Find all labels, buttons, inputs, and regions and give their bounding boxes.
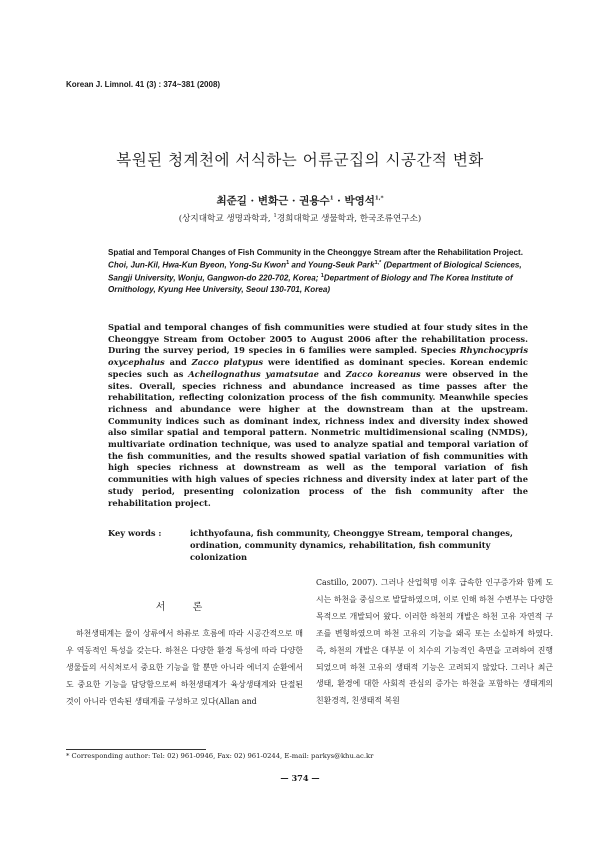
- english-header: [108, 247, 528, 296]
- english-title: Spatial and Temporal Changes of Fish Community in the Cheonggye Stream after the Rehabilitation Project.: [108, 248, 523, 257]
- page-number: — 374 —: [280, 773, 320, 783]
- keywords: [108, 527, 528, 562]
- abstract-text-1: Spatial and temporal changes of fish communities were studied at four study sites in the Cheonggye Stream from October 2005 to August 2006 after the rehabilitation process. During the survey period, 19 species in 6 families were sampled. Species: [108, 322, 528, 356]
- footnote-corresponding-author: * Corresponding author: Tel: 02) 961-0946, Fax: 02) 961-0244, E-mail: parkys@khu.ac.kr: [66, 752, 374, 760]
- abstract-text-3: were identified as dominant species. Korean endemic species such as: [108, 357, 528, 379]
- authors-part-1: 최준길 · 변화근 · 권용수: [216, 195, 330, 207]
- authors-korean: [0, 193, 600, 208]
- affiliation-superscript: 1: [273, 213, 277, 220]
- author-superscript-1: 1: [329, 195, 334, 202]
- english-affiliation-2: Department of Biology and The Korea Institute of Ornithology, Kyung Hee University, Seoul 130-701, Korea): [108, 273, 513, 295]
- species-name-1: Rhynchocypris oxycephalus: [108, 345, 528, 368]
- affiliation-part-2: 경희대학교 생물학과, 한국조류연구소): [276, 214, 422, 224]
- intro-paragraph-1-cont: Castillo, 2007). 그러나 산업혁명 이후 급속한 인구증가와 함께 도시는 하천을 중심으로 발달하였으며, 이로 인해 하천 수변부는 다양한 목적으로 개발되어 왔다. 이러한 하천의 개발은 하천 고유 자연적 구조를 변형하였으며 하천 고유의 기능을 왜곡 또는 소실하게 하였다. 즉, 하천의 개발은 대부분 이 치수의 기능적인 측면을 고려하여 진행되었으며 하천 고유의 생태적 기능은 고려되지 않았다. 그러나 최근 생태, 환경에 대한 사회적 관심의 증가는 하천을 포함하는 생태계의 친환경적, 친생태적 복원: [316, 578, 553, 706]
- body-column-right: [316, 575, 553, 710]
- english-author-sup-1: 1: [286, 260, 290, 267]
- section-heading-introduction: 서 론: [155, 602, 215, 613]
- body-column-left: [66, 626, 303, 711]
- affiliation-part-1: (상지대학교 생명과학과,: [178, 214, 274, 224]
- abstract-text-4: and: [318, 368, 346, 379]
- authors-part-2: · 박영석: [333, 195, 375, 207]
- journal-reference: Korean J. Limnol. 41 (3) : 374~381 (2008): [66, 80, 221, 89]
- species-name-2: Zacco platypus: [191, 357, 264, 368]
- english-author-sup-2: 1,*: [374, 260, 382, 267]
- intro-paragraph-1: 하천생태계는 물이 상류에서 하류로 흐름에 따라 시공간적으로 매우 역동적인 특성을 갖는다. 하천은 다양한 환경 특성에 따라 다양한 생물들의 서식처로서 중요한 기능을 할 뿐만 아니라 에너지 순환에서도 중요한 기능을 담당함으로써 하천생태계가 육상생태계와 단절된 것이 아니라 연속된 생태계를 구성하고 있다(Allan and: [66, 629, 303, 706]
- english-authors: Choi, Jun-Kil, Hwa-Kun Byeon, Yong-Su Kwon: [108, 260, 287, 270]
- keywords-label: Key words :: [108, 528, 162, 538]
- footnote-rule: [66, 749, 206, 750]
- keywords-text: ichthyofauna, fish community, Cheonggye Stream, temporal changes, ordination, community dynamics, rehabilitation, fish community colonization: [190, 528, 513, 562]
- species-name-4: Zacco koreanus: [345, 368, 421, 379]
- affiliation-korean: [0, 212, 600, 224]
- title-korean: 복원된 청계천에 서식하는 어류군집의 시공간적 변화: [116, 151, 484, 169]
- abstract-text-5: were observed in the sites. Overall, species richness and abundance increased as time passes after the rehabilitation, reflecting colonization process of the fish community. Meanwhile species richness and abundance were higher at the downstream than at the upstream. Community indices such as dominant index, richness index and diversity index showed also similar spatial and temporal pattern. Nonmetric multidimensional scaling (NMDS), multivariate ordination technique, was used to analyze spatial and temporal variation of the fish communities, and the results showed spatial variation of fish communities with high species richness at downstream as well as the temporal variation of fish communities with high values of species richness and diversity index at later part of the study period, presenting colonization process of the fish community after the rehabilitation project.: [108, 368, 528, 508]
- english-affiliation-1: (Department of Biological Sciences, Sangji University, Wonju, Gangwon-do 220-702, Korea;: [108, 260, 522, 283]
- english-authors-cont: and Young-Seuk Park: [289, 260, 375, 270]
- species-name-3: Acheilognathus yamatsutae: [188, 368, 319, 379]
- abstract: [108, 322, 528, 509]
- english-affiliation-sup: 1: [320, 273, 324, 280]
- abstract-text-2: and: [164, 357, 192, 368]
- author-superscript-2: 1,*: [374, 195, 384, 202]
